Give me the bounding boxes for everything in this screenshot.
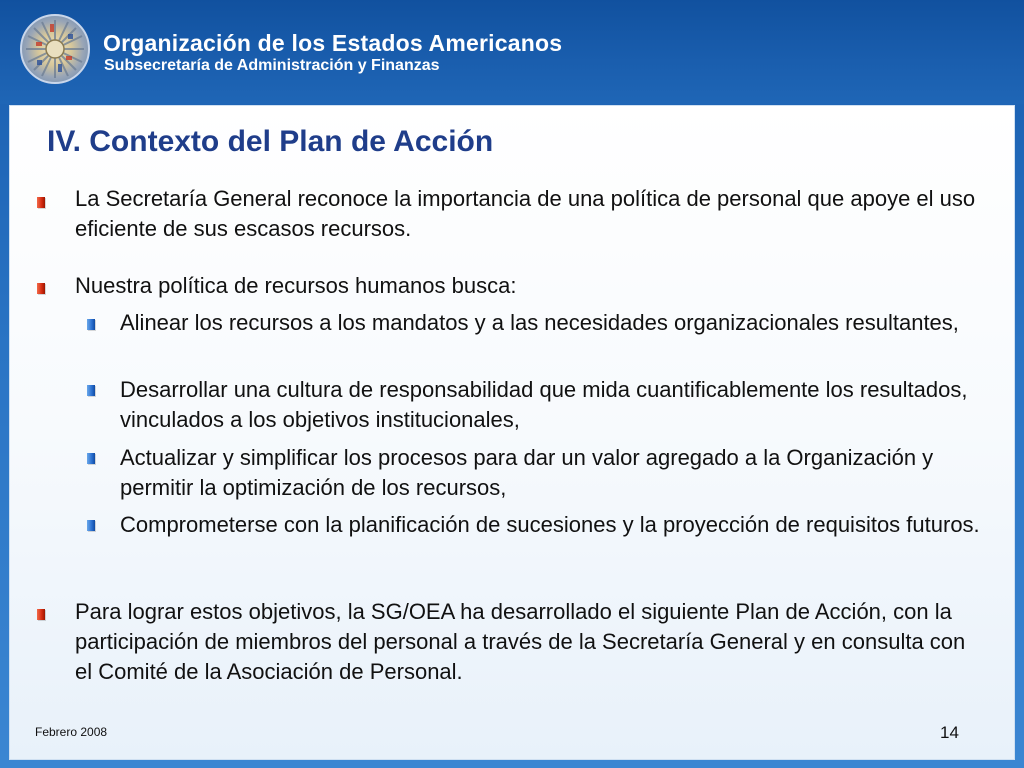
red-square-bullet-icon (37, 197, 45, 208)
blue-square-bullet-icon (87, 385, 95, 396)
blue-square-bullet-icon (87, 520, 95, 531)
bullet-item: Para lograr estos objetivos, la SG/OEA ha desarrollado el siguiente Plan de Acción, con la participación de miembros del personal a través de la Secretaría General y en consulta con el Comité de la Asociación de Personal. (75, 599, 966, 684)
sub-bullet-item: Alinear los recursos a los mandatos y a las necesidades organizacionales resultantes, (120, 310, 959, 335)
organization-subtitle: Subsecretaría de Administración y Finanzas (104, 57, 440, 74)
blue-square-bullet-icon (87, 453, 95, 464)
page-number: 14 (940, 723, 959, 742)
sub-bullet-item: Actualizar y simplificar los procesos para dar un valor agregado a la Organización y permitir la optimización de los recursos, (120, 445, 934, 500)
organization-name: Organización de los Estados Americanos (103, 30, 563, 56)
slide-content-panel (9, 105, 1015, 760)
oas-seal-logo (20, 14, 90, 84)
bullet-item: Nuestra política de recursos humanos busca: (75, 273, 517, 298)
red-square-bullet-icon (37, 283, 45, 294)
sub-bullet-item: Desarrollar una cultura de responsabilidad que mida cuantificablemente los resultados, vinculados a los objetivos institucionales, (120, 377, 968, 432)
blue-square-bullet-icon (87, 319, 95, 330)
footer-date: Febrero 2008 (35, 725, 108, 739)
header-banner (0, 0, 1024, 104)
sub-bullet-item: Comprometerse con la planificación de sucesiones y la proyección de requisitos futuros. (120, 512, 980, 537)
red-square-bullet-icon (37, 609, 45, 620)
bullet-item: La Secretaría General reconoce la importancia de una política de personal que apoye el uso eficiente de sus escasos recursos. (75, 186, 976, 241)
slide-title: IV. Contexto del Plan de Acción (47, 125, 494, 158)
